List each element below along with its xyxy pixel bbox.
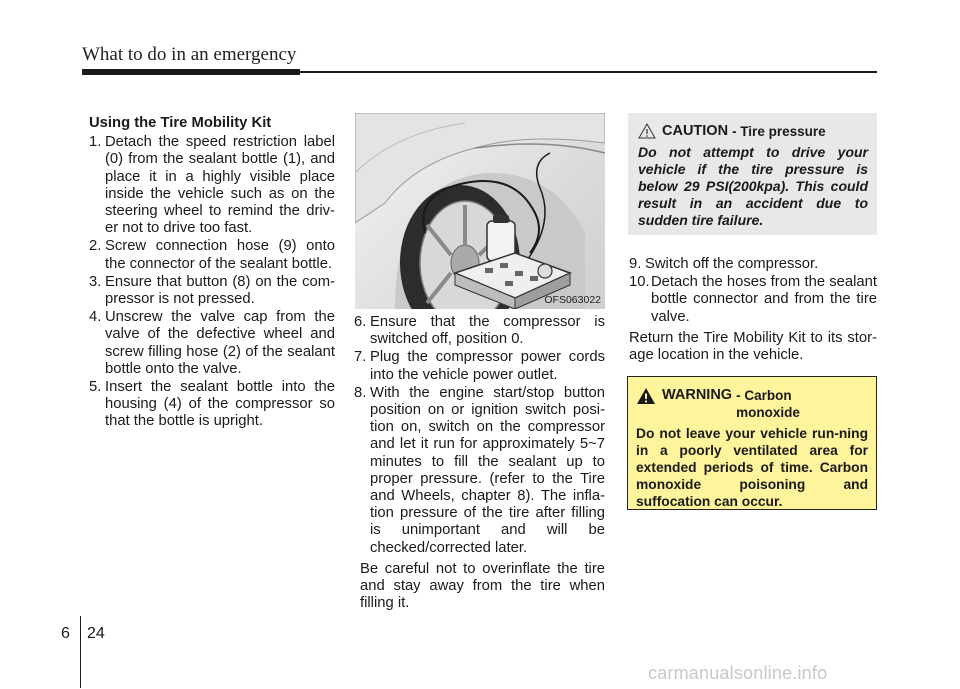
caution-heading xyxy=(638,123,826,139)
item-text: Plug the compressor power cords into the vehicle power outlet. xyxy=(370,349,605,383)
header-title: What to do in an emergency xyxy=(82,44,297,65)
list-item xyxy=(629,256,877,273)
item-text: Ensure that the compressor is switched off, position 0. xyxy=(370,314,605,348)
item-text: Switch off the compressor. xyxy=(645,256,819,272)
warning-subtitle: - Carbon monoxide xyxy=(736,388,800,420)
page-header xyxy=(0,38,960,78)
footer-divider xyxy=(80,616,81,688)
list-item xyxy=(354,349,605,383)
list-item xyxy=(354,314,605,348)
chapter-number: 6 xyxy=(61,625,70,642)
item-text: Ensure that button (8) on the com-pressor is not pressed. xyxy=(105,273,335,308)
column-2 xyxy=(354,314,605,612)
item-number: 1. xyxy=(89,134,102,151)
warning-heading xyxy=(636,387,826,421)
item-number: 4. xyxy=(89,309,102,326)
caution-triangle-icon xyxy=(638,123,656,139)
column-3 xyxy=(629,256,877,364)
item-text: Screw connection hose (9) onto the connector of the sealant bottle. xyxy=(105,238,335,272)
warning-box xyxy=(627,376,877,510)
list-item xyxy=(354,385,605,557)
list-item xyxy=(89,134,335,237)
item-text: Unscrew the valve cap from the valve of the defective wheel and screw filling hose (2) of the sealant bottle onto the valve. xyxy=(105,309,335,377)
item-number: 6. xyxy=(354,314,367,330)
tire-kit-illustration xyxy=(355,113,605,309)
watermark: carmanualsonline.info xyxy=(648,663,828,683)
item-number: 7. xyxy=(354,349,367,366)
list-item xyxy=(89,274,335,308)
page-number: 24 xyxy=(87,625,105,642)
item-number: 10. xyxy=(629,274,650,291)
list-item xyxy=(89,238,335,272)
caution-label: CAUTION xyxy=(662,123,729,139)
caution-text: Do not attempt to drive your vehicle if the tire pressure is below 29 PSI(200kpa). This could result in an accident due to sudden tire failure. xyxy=(638,144,868,228)
column-1 xyxy=(89,115,335,432)
caution-subtitle: - Tire pressure xyxy=(732,123,826,139)
item-text: Insert the sealant bottle into the housing (4) of the compressor so that the bottle is upright. xyxy=(105,379,335,430)
item-number: 3. xyxy=(89,273,102,290)
figure-code: OFS063022 xyxy=(544,294,601,306)
item-text: Detach the speed restriction label (0) from the sealant bottle (1), and place it in a highly visible place inside the vehicle such as on the steering wheel to remind the driv-er not to drive too fast. xyxy=(105,134,335,237)
paragraph: Return the Tire Mobility Kit to its stor-age location in the vehicle. xyxy=(629,329,877,364)
item-number: 2. xyxy=(89,238,102,255)
list-item xyxy=(629,274,877,326)
header-tab-bar xyxy=(82,69,300,75)
caution-box xyxy=(628,113,877,235)
item-number: 5. xyxy=(89,379,102,396)
paragraph: Be careful not to overinflate the tire and stay away from the tire when filling it. xyxy=(360,560,605,612)
list-item xyxy=(89,309,335,378)
warning-label: WARNING xyxy=(662,387,733,403)
item-text: With the engine start/stop button position on or ignition switch posi-tion on, switch on the compressor and let it run for approximately 5~7 minutes to fill the sealant up to proper pressure. (refer to the Tire and Wheels, chapter 8). The infla-tion pressure of the tire after filling is unimportant and will be checked/corrected later. xyxy=(370,384,605,556)
item-number: 8. xyxy=(354,384,367,401)
car-wheel-compressor-drawing xyxy=(355,113,605,309)
item-number: 9. xyxy=(629,256,642,272)
item-text: Detach the hoses from the sealant bottle connector and from the tire valve. xyxy=(651,274,877,325)
list-item xyxy=(89,379,335,431)
section-heading: Using the Tire Mobility Kit xyxy=(89,115,272,131)
warning-text: Do not leave your vehicle run-ning in a poorly ventilated area for extended periods of time. Carbon monoxide poisoning and suffocation can occur. xyxy=(636,426,868,509)
warning-triangle-icon xyxy=(636,387,656,405)
